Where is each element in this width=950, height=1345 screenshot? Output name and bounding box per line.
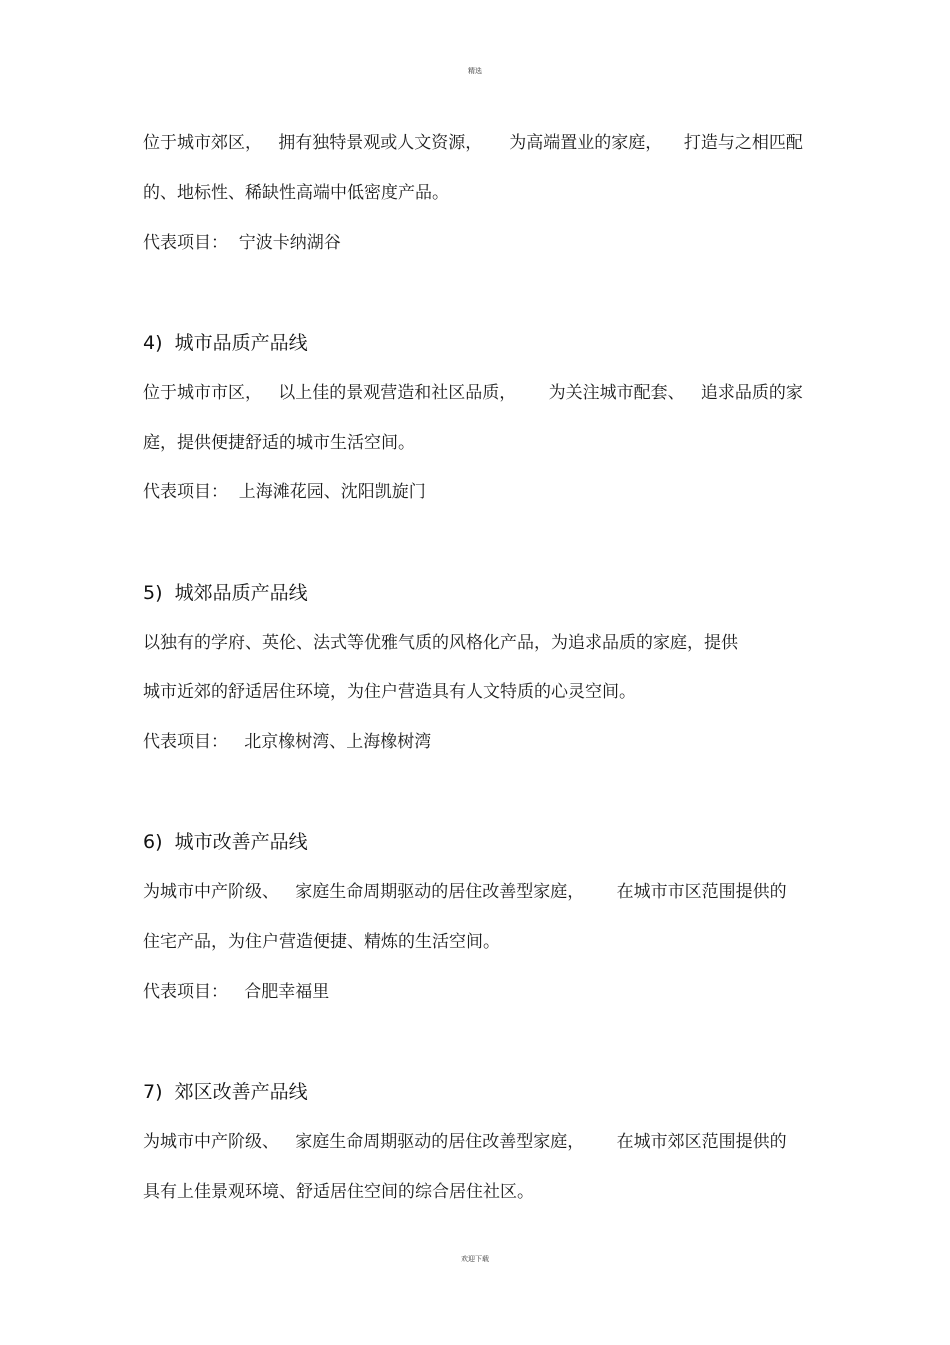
section7-paragraph-line-1: 为城市中产阶级、 家庭生命周期驱动的居住改善型家庭， 在城市郊区范围提供的 [143,1132,787,1152]
section5-paragraph-line-2: 城市近郊的舒适居住环境，为住户营造具有人文特质的心灵空间。 [143,682,636,702]
section6-project: 代表项目： 合肥幸福里 [143,982,330,1002]
section3-project: 代表项目： 宁波卡纳湖谷 [143,233,341,253]
section4-paragraph-line-1: 位于城市市区， 以上佳的景观营造和社区品质， 为关注城市配套、 追求品质的家 [143,383,803,403]
section3-paragraph-line-1: 位于城市郊区， 拥有独特景观或人文资源， 为高端置业的家庭， 打造与之相匹配 [143,133,803,153]
section5-project: 代表项目： 北京橡树湾、上海橡树湾 [143,732,432,752]
section6-paragraph-line-1: 为城市中产阶级、 家庭生命周期驱动的居住改善型家庭， 在城市市区范围提供的 [143,882,787,902]
section6-paragraph-line-2: 住宅产品，为住户营造便捷、精炼的生活空间。 [143,932,500,952]
page-footer: 欢迎下载 [461,1255,489,1263]
section4-heading: 4) 城市品质产品线 [143,332,308,354]
section7-heading: 7) 郊区改善产品线 [143,1081,308,1103]
section3-paragraph-line-2: 的、地标性、稀缺性高端中低密度产品。 [143,183,449,203]
section7-paragraph-line-2: 具有上佳景观环境、舒适居住空间的综合居住社区。 [143,1182,534,1202]
section4-paragraph-line-2: 庭，提供便捷舒适的城市生活空间。 [143,433,415,453]
section4-project: 代表项目： 上海滩花园、沈阳凯旋门 [143,482,426,502]
page-header: 精选 [468,67,482,75]
section6-heading: 6) 城市改善产品线 [143,831,308,853]
section5-paragraph-line-1: 以独有的学府、英伦、法式等优雅气质的风格化产品，为追求品质的家庭，提供 [143,633,738,653]
section5-heading: 5) 城郊品质产品线 [143,582,308,604]
